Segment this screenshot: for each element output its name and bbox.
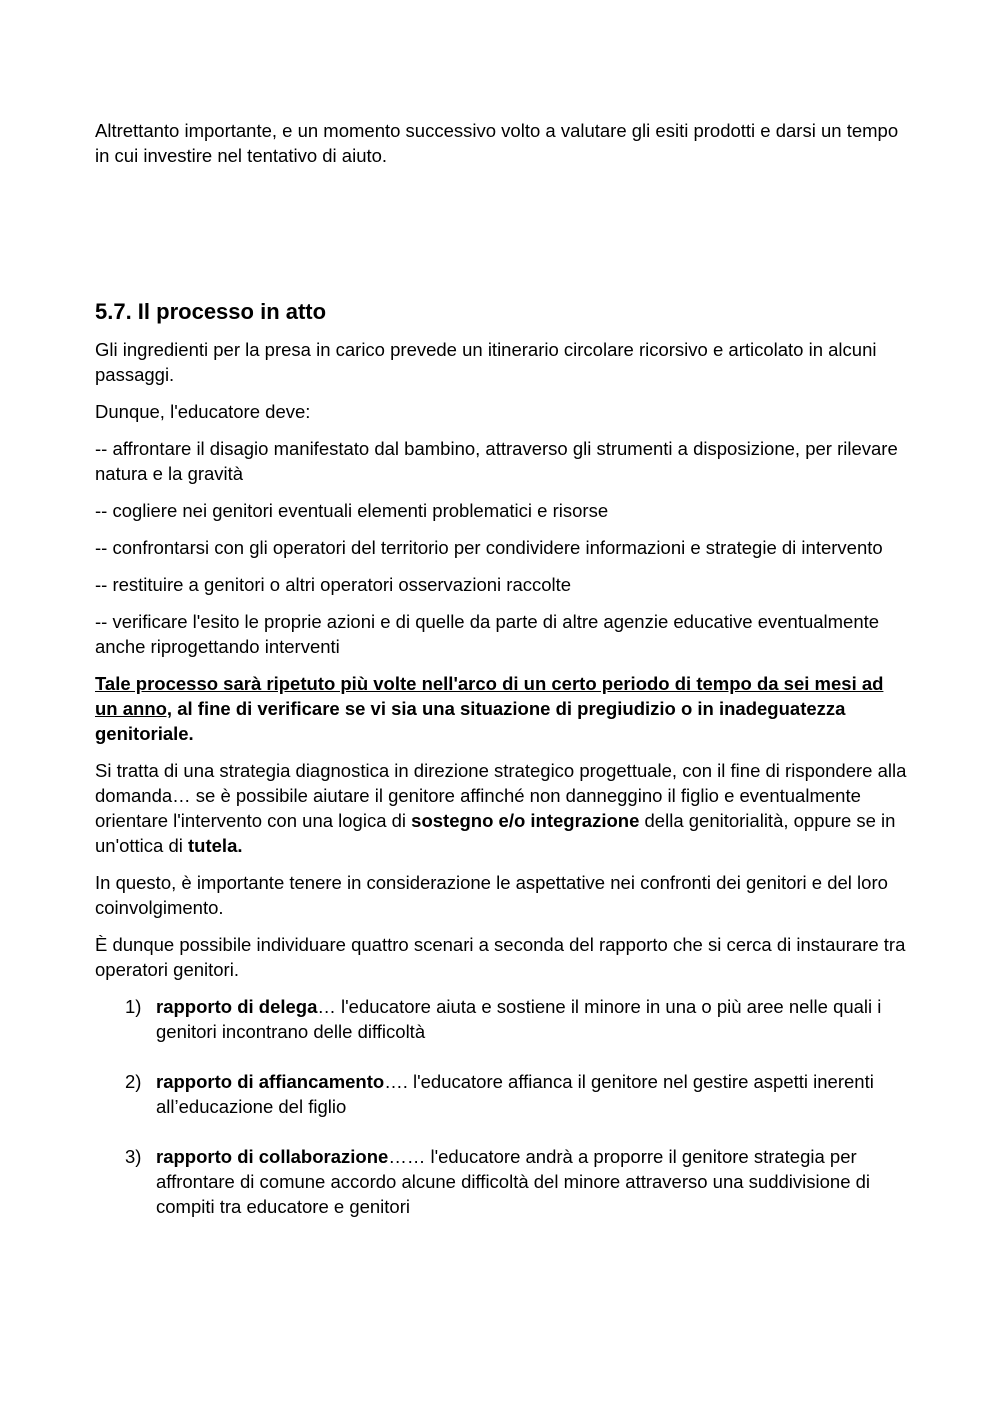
paragraph-scenarios: È dunque possibile individuare quattro scenari a seconda del rapporto che si cerca di instaurare tra operatori genitori. [95, 934, 906, 980]
emphasis-underlined-text: Tale processo sarà ripetuto più volte nell'arco di un certo periodo di tempo da sei mesi ad un anno, [95, 673, 884, 719]
strategy-text-b: della genitorialità, oppure se in un'ottica di [95, 810, 896, 856]
bullet-item: -- cogliere nei genitori eventuali elementi problematici e risorse [95, 500, 609, 521]
list-number: 2) [125, 1071, 142, 1092]
document-page [95, 118, 907, 1244]
list-number: 3) [125, 1146, 142, 1167]
intro-paragraph: Altrettanto importante, e un momento successivo volto a valutare gli esiti prodotti e darsi un tempo in cui investire nel tentativo di aiuto. [95, 120, 899, 166]
list-text: … l'educatore aiuta e sostiene il minore in una o più aree nelle quali i genitori incontrano delle difficoltà [156, 996, 882, 1042]
list-term: rapporto di collaborazione [156, 1146, 389, 1167]
paragraph-ingredients: Gli ingredienti per la presa in carico prevede un itinerario circolare ricorsivo e articolato in alcuni passaggi. [95, 339, 877, 385]
emphasis-rest-text: al fine di verificare se vi sia una situazione di pregiudizio o in inadeguatezza genitoriale. [95, 698, 846, 744]
list-text: …. l'educatore affianca il genitore nel gestire aspetti inerenti all’educazione del figlio [156, 1071, 874, 1117]
bullet-item: -- confrontarsi con gli operatori del territorio per condividere informazioni e strategie di intervento [95, 537, 883, 558]
bullet-item: -- restituire a genitori o altri operatori osservazioni raccolte [95, 574, 572, 595]
list-item [95, 1144, 907, 1219]
bullet-item: -- affrontare il disagio manifestato dal bambino, attraverso gli strumenti a disposizione, per rilevare natura e la gravità [95, 438, 898, 484]
section-title: 5.7. Il processo in atto [95, 299, 327, 324]
strategy-bold-support: sostegno e/o integrazione [411, 810, 640, 831]
bullet-item: -- verificare l'esito le proprie azioni e di quelle da parte di altre agenzie educative eventualmente anche riprogettando interventi [95, 611, 880, 657]
paragraph-strategy [95, 758, 907, 858]
paragraph-educator-must: Dunque, l'educatore deve: [95, 401, 311, 422]
list-term: rapporto di affiancamento [156, 1071, 385, 1092]
strategy-bold-protection: tutela. [188, 835, 243, 856]
list-item [95, 1069, 907, 1119]
strategy-text-a: Si tratta di una strategia diagnostica in direzione strategico progettuale, con il fine di rispondere alla domanda… se è possibile aiutare il genitore affinché non danneggino il figlio e eventualmente orientare l'intervento con una logica di [95, 760, 907, 831]
list-text: …… l'educatore andrà a proporre il genitore strategia per affrontare di comune accordo alcune difficoltà del minore attraverso una suddivisione di compiti tra educatore e genitori [156, 1146, 871, 1217]
list-item [95, 994, 907, 1044]
scenario-list [95, 994, 907, 1219]
list-term: rapporto di delega [156, 996, 318, 1017]
paragraph-expectations: In questo, è importante tenere in considerazione le aspettative nei confronti dei genitori e del loro coinvolgimento. [95, 872, 888, 918]
emphasis-paragraph [95, 671, 907, 746]
list-number: 1) [125, 996, 142, 1017]
